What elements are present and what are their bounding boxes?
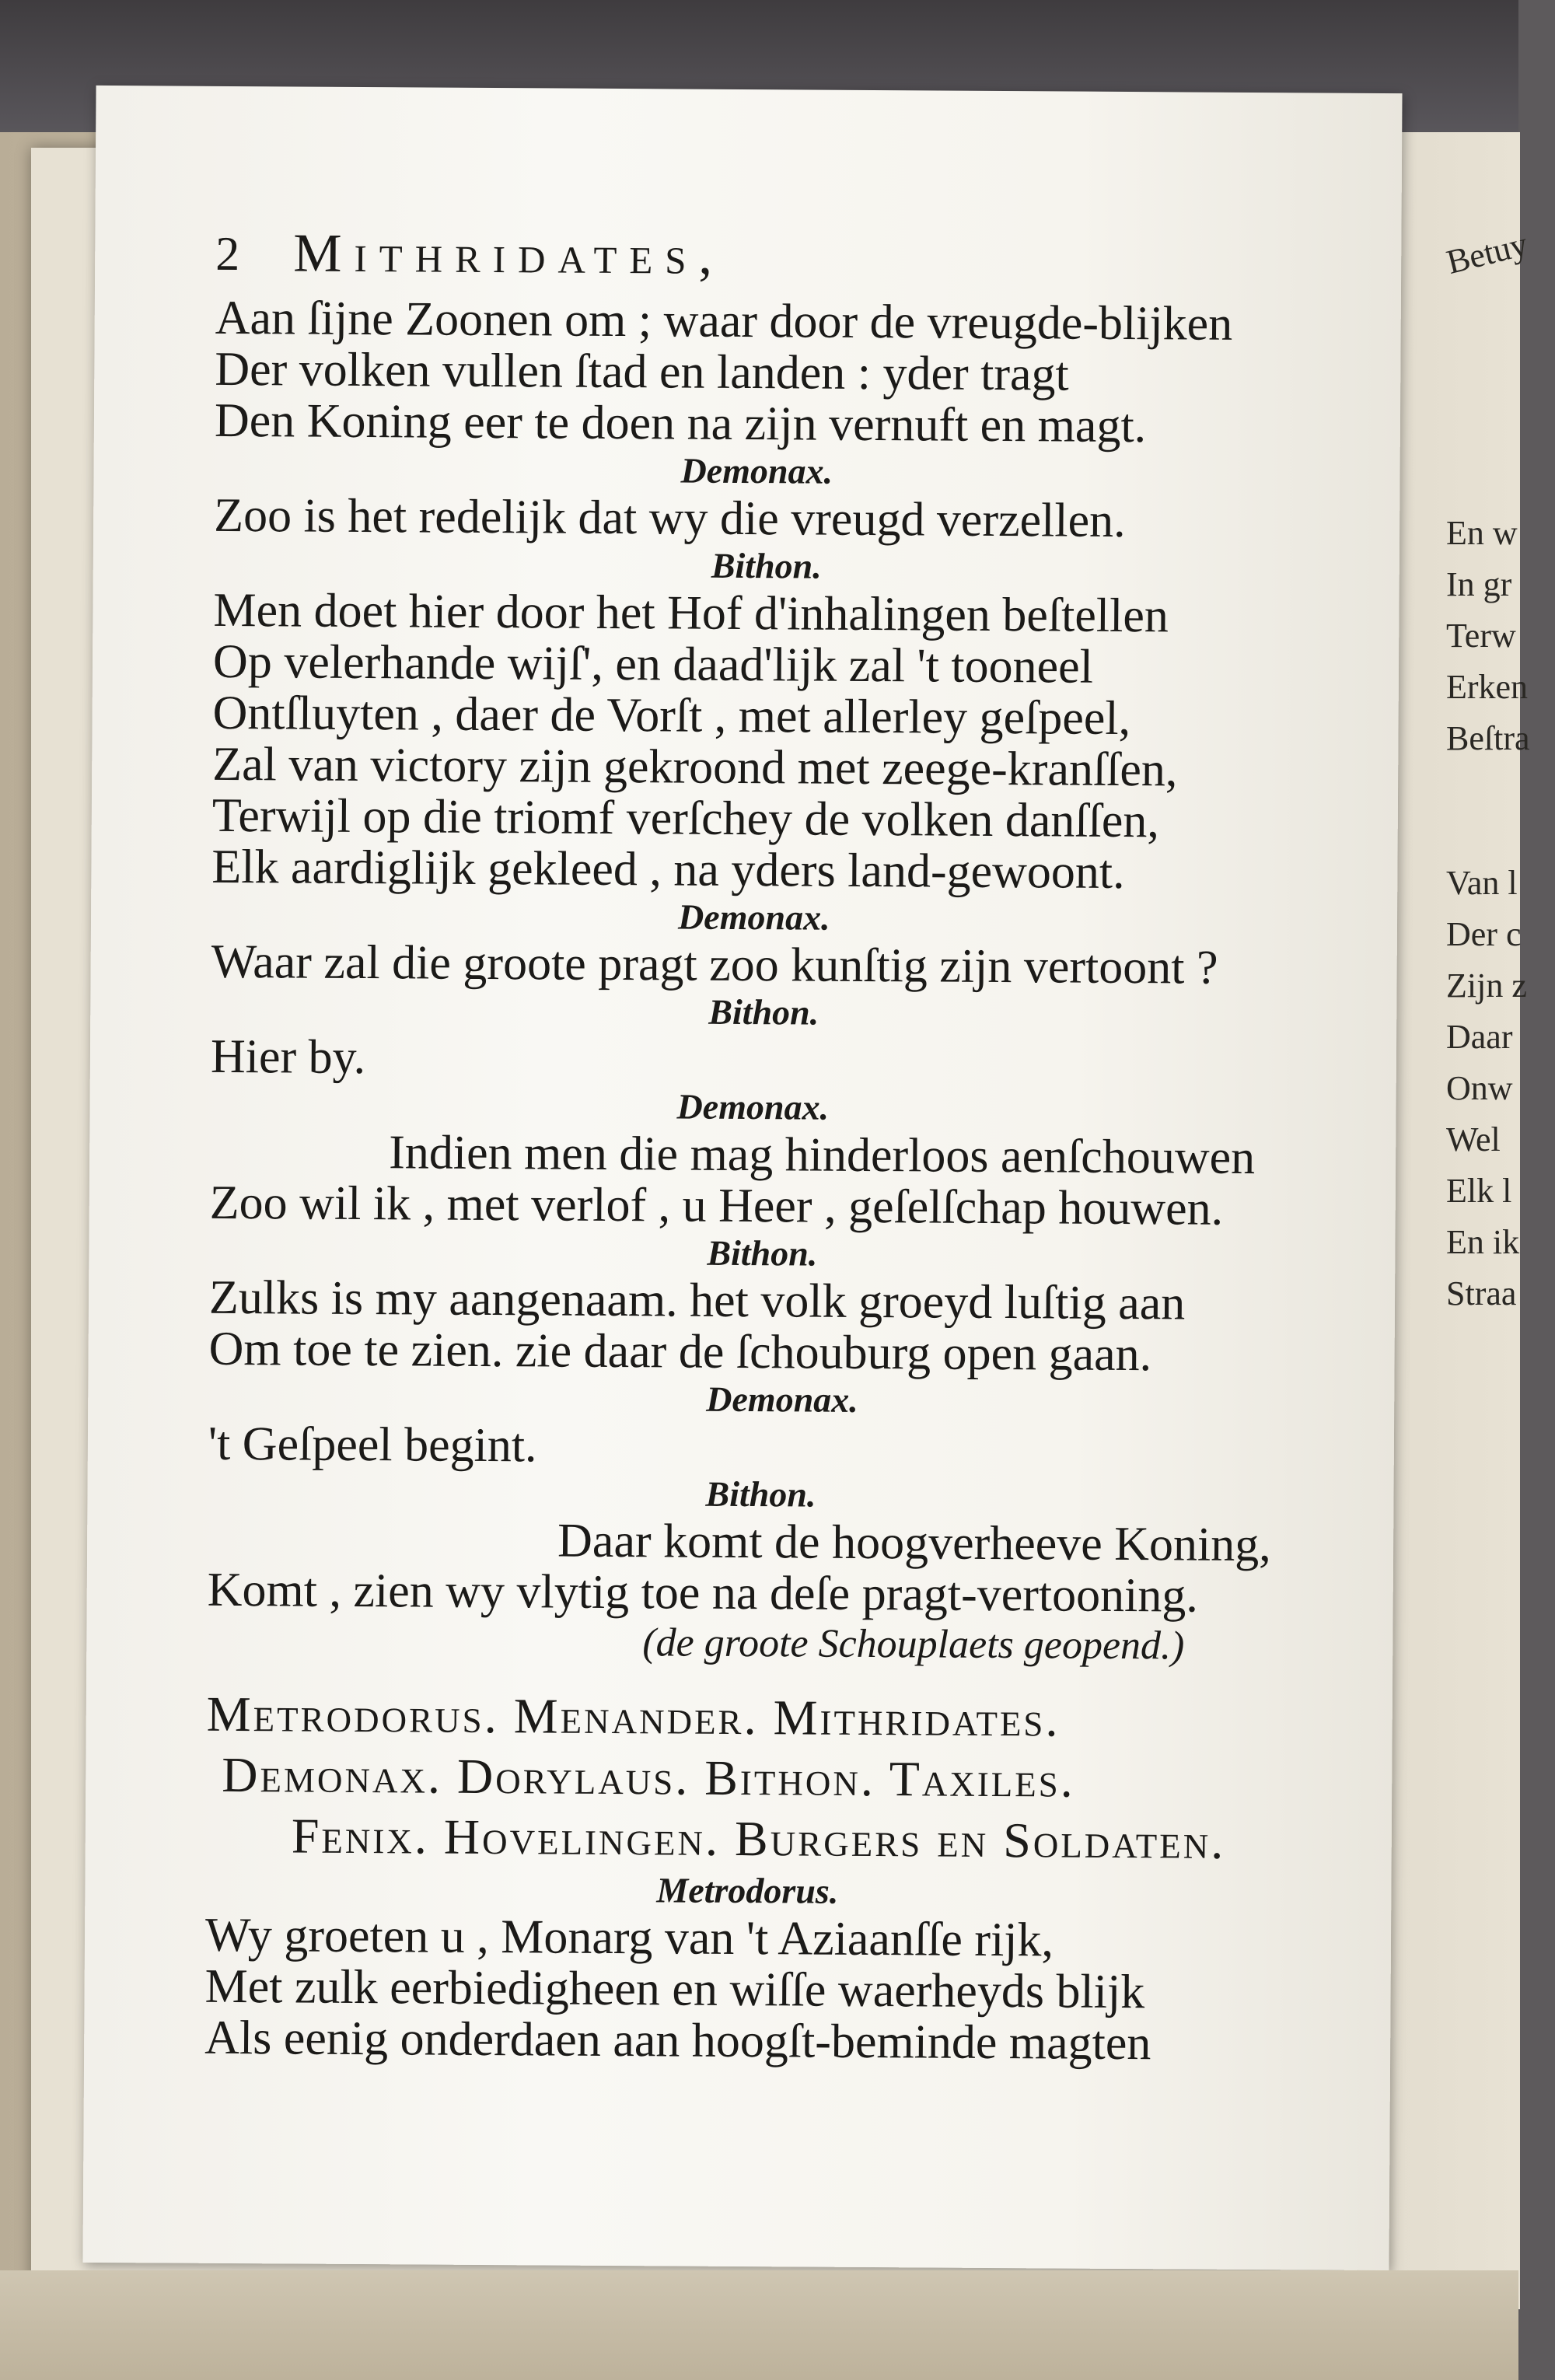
facing-fragment: Wel [1446, 1120, 1501, 1159]
verse-line: Aan ſijne Zoonen om ; waar door de vreugde-blijken [215, 291, 1233, 351]
facing-fragment: Straa [1446, 1274, 1517, 1312]
verse-line: 't Geſpeel begint. [208, 1417, 537, 1473]
facing-fragment: Van l [1446, 864, 1518, 902]
verse-line: Zoo wil ik , met verlof , u Heer , geſelſchap houwen. [209, 1176, 1224, 1235]
verse-line: Zoo is het redelijk dat wy die vreugd verzellen. [213, 488, 1126, 547]
verse-line: Waar zal die groote pragt zoo kunſtig zijn vertoont ? [211, 935, 1218, 994]
verse-line: Met zulk eerbiedigheen en wiſſe waerheyds blijk [204, 1959, 1145, 2019]
speaker-label: Demonax. [680, 450, 833, 491]
speaker-label: Bithon. [711, 545, 822, 586]
verse-line: Elk aardiglijk gekleed , na yders land-gewoont. [211, 840, 1125, 899]
facing-fragment: En w [1446, 514, 1518, 552]
facing-fragment: Der c [1446, 915, 1522, 953]
facing-fragment: Zijn z [1446, 966, 1527, 1005]
verse-line: Hier by. [210, 1029, 366, 1085]
facing-fragment: Terw [1446, 617, 1516, 655]
facing-fragment: Daar [1446, 1018, 1513, 1056]
running-title: Mithridates, [293, 223, 725, 286]
book-page [82, 86, 1402, 2270]
speaker-label: Metrodorus. [656, 1870, 839, 1911]
speaker-label: Demonax. [706, 1379, 858, 1420]
verse-line: Zulks is my aangenaam. het volk groeyd luſtig aan [208, 1270, 1186, 1330]
facing-page-fragments [1442, 132, 1555, 2309]
facing-fragment: Onw [1446, 1069, 1513, 1107]
page-text [204, 207, 1429, 2071]
cast-line: Demonax. Dorylaus. Bithon. Taxiles. [222, 1746, 1076, 1808]
verse-line: Men doet hier door het Hof d'inhalingen beſtellen [213, 583, 1169, 643]
page-header [215, 207, 1429, 300]
speaker-label: Bithon. [705, 1473, 816, 1515]
speaker-label: Bithon. [708, 991, 819, 1033]
cast-line: Fenix. Hovelingen. Burgers en Soldaten. [291, 1808, 1226, 1869]
facing-fragment: In gr [1446, 565, 1512, 603]
verse-line: Als eenig onderdaen aan hoogſt-beminde magten [204, 2011, 1151, 2071]
speaker-label: Demonax. [676, 1086, 830, 1127]
verse-line: Om toe te zien. zie daar de ſchouburg open gaan. [208, 1322, 1152, 1382]
verse-line: Den Koning eer te doen na zijn vernuft en magt. [214, 393, 1147, 453]
speaker-label: Bithon. [707, 1232, 818, 1274]
verse-line: Wy groeten u , Monarg van 't Aziaanſſe rijk, [204, 1908, 1054, 1967]
cast-line: Metrodorus. Menander. Mithridates. [206, 1686, 1061, 1747]
facing-fragment: En ik [1446, 1223, 1520, 1261]
verse-line: Daar komt de hoogverheeve Koning, [557, 1514, 1271, 1572]
page-number: 2 [215, 227, 240, 281]
verse-line: Zal van victory zijn gekroond met zeege-kranſſen, [212, 737, 1178, 797]
verse-line: Komt , zien wy vlytig toe na deſe pragt-vertooning. [207, 1563, 1199, 1623]
facing-fragment: Beſtra [1446, 719, 1530, 757]
verse-line: Op velerhande wijſ', en daad'lijk zal 't tooneel [212, 634, 1094, 694]
stage-direction: (de groote Schouplaets geopend.) [642, 1620, 1185, 1669]
facing-fragment: Betuy [1442, 225, 1532, 281]
facing-fragment: Erken [1446, 668, 1529, 706]
facing-fragment: Elk l [1446, 1172, 1512, 1210]
verse-line: Der volken vullen ſtad en landen : yder tragt [215, 342, 1069, 401]
verse-line: Terwijl op die triomf verſchey de volken danſſen, [211, 788, 1160, 848]
verse-line: Indien men die mag hinderloos aenſchouwen [388, 1126, 1256, 1185]
speaker-label: Demonax. [677, 896, 830, 938]
verse-line: Ontſluyten , daer de Vorſt , met allerley geſpeel, [212, 686, 1131, 746]
book-bottom-edge [0, 2270, 1518, 2380]
